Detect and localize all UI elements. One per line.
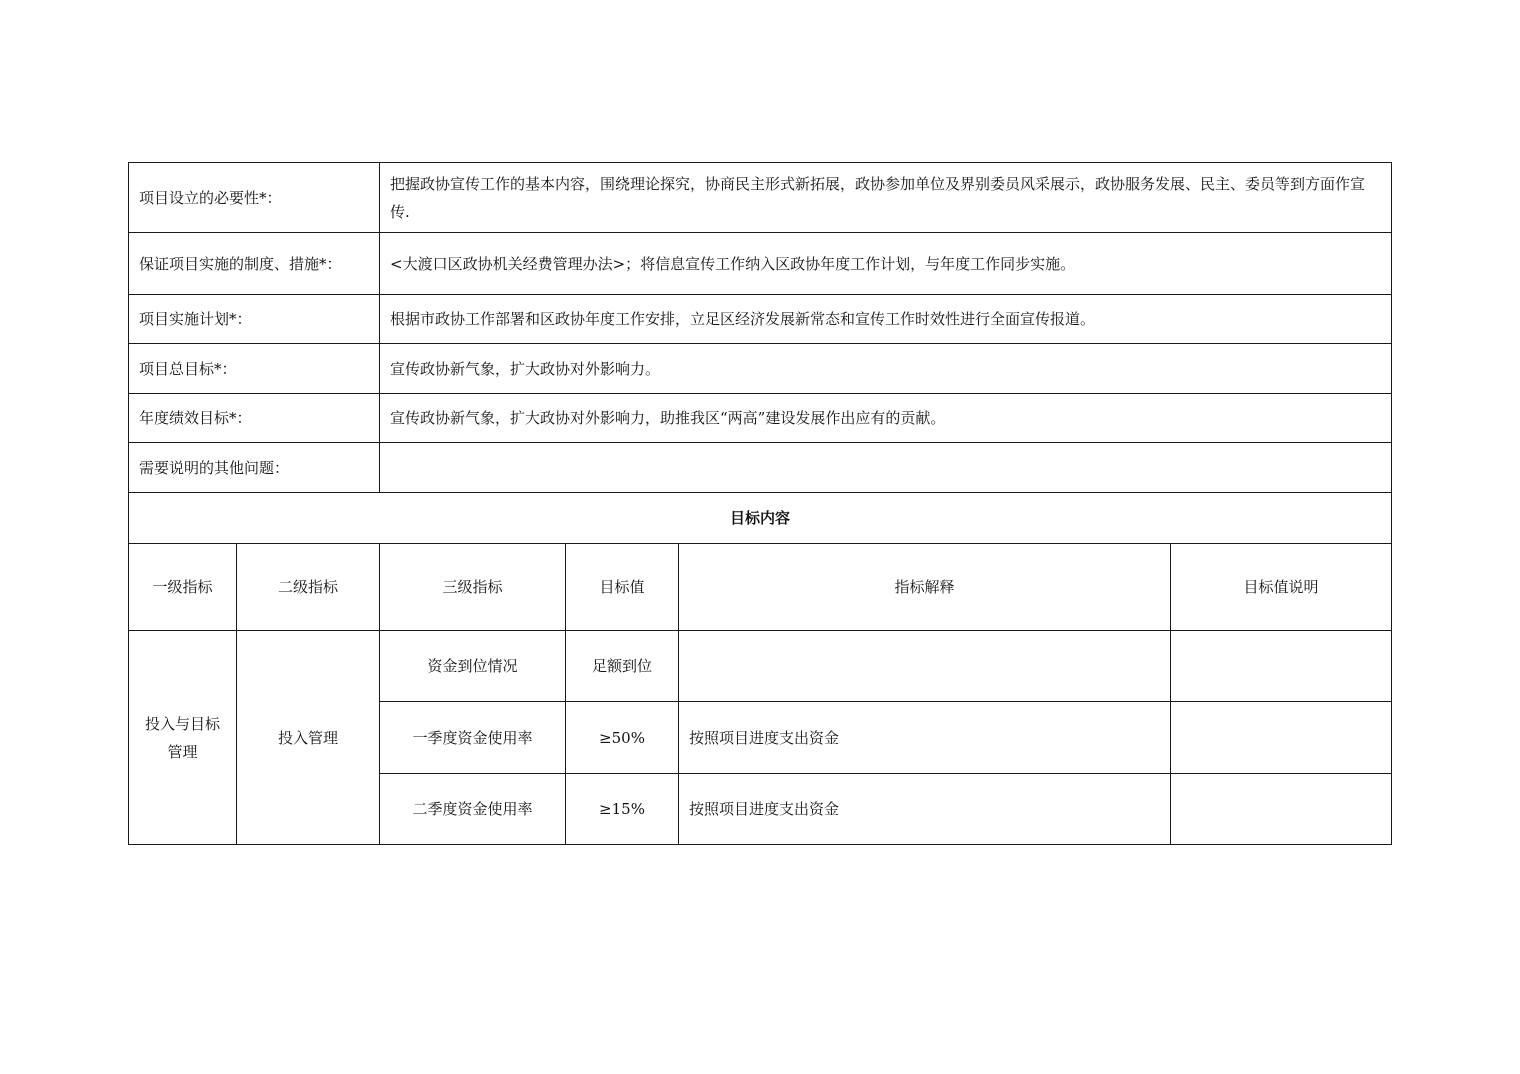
info-row-necessity bbox=[129, 163, 1392, 233]
level2-cell: 投入管理 bbox=[237, 631, 380, 845]
section-title: 目标内容 bbox=[129, 493, 1392, 544]
info-row-measures bbox=[129, 233, 1392, 295]
target-value-cell: ≥50% bbox=[566, 702, 679, 774]
note-cell bbox=[1171, 774, 1392, 845]
table-row bbox=[129, 631, 1392, 702]
note-cell bbox=[1171, 631, 1392, 702]
explanation-cell bbox=[679, 631, 1171, 702]
level3-cell: 二季度资金使用率 bbox=[380, 774, 566, 845]
info-label: 保证项目实施的制度、措施*： bbox=[129, 233, 380, 295]
level3-cell: 资金到位情况 bbox=[380, 631, 566, 702]
header-level3: 三级指标 bbox=[380, 544, 566, 631]
header-explanation: 指标解释 bbox=[679, 544, 1171, 631]
info-label: 项目总目标*： bbox=[129, 344, 380, 394]
header-level1: 一级指标 bbox=[129, 544, 237, 631]
info-value: 根据市政协工作部署和区政协年度工作安排，立足区经济发展新常态和宣传工作时效性进行全面宣传报道。 bbox=[380, 295, 1392, 344]
project-performance-table bbox=[128, 162, 1392, 845]
indicator-header-row bbox=[129, 544, 1392, 631]
header-level2: 二级指标 bbox=[237, 544, 380, 631]
info-row-annual-goal bbox=[129, 394, 1392, 443]
header-target: 目标值 bbox=[566, 544, 679, 631]
target-value-cell: 足额到位 bbox=[566, 631, 679, 702]
info-value: 把握政协宣传工作的基本内容，围绕理论探究，协商民主形式新拓展，政协参加单位及界别委员风采展示，政协服务发展、民主、委员等到方面作宣传. bbox=[380, 163, 1392, 233]
level3-cell: 一季度资金使用率 bbox=[380, 702, 566, 774]
info-label: 年度绩效目标*： bbox=[129, 394, 380, 443]
info-row-other-issues bbox=[129, 443, 1392, 493]
level1-cell: 投入与目标管理 bbox=[129, 631, 237, 845]
info-row-overall-goal bbox=[129, 344, 1392, 394]
info-value: <大渡口区政协机关经费管理办法>；将信息宣传工作纳入区政协年度工作计划，与年度工作同步实施。 bbox=[380, 233, 1392, 295]
header-note: 目标值说明 bbox=[1171, 544, 1392, 631]
info-value: 宣传政协新气象，扩大政协对外影响力，助推我区“两高”建设发展作出应有的贡献。 bbox=[380, 394, 1392, 443]
explanation-cell: 按照项目进度支出资金 bbox=[679, 702, 1171, 774]
explanation-cell: 按照项目进度支出资金 bbox=[679, 774, 1171, 845]
info-row-plan bbox=[129, 295, 1392, 344]
note-cell bbox=[1171, 702, 1392, 774]
target-value-cell: ≥15% bbox=[566, 774, 679, 845]
section-title-row bbox=[129, 493, 1392, 544]
info-value: 宣传政协新气象，扩大政协对外影响力。 bbox=[380, 344, 1392, 394]
info-label: 项目设立的必要性*： bbox=[129, 163, 380, 233]
info-label: 项目实施计划*： bbox=[129, 295, 380, 344]
info-value bbox=[380, 443, 1392, 493]
info-label: 需要说明的其他问题： bbox=[129, 443, 380, 493]
